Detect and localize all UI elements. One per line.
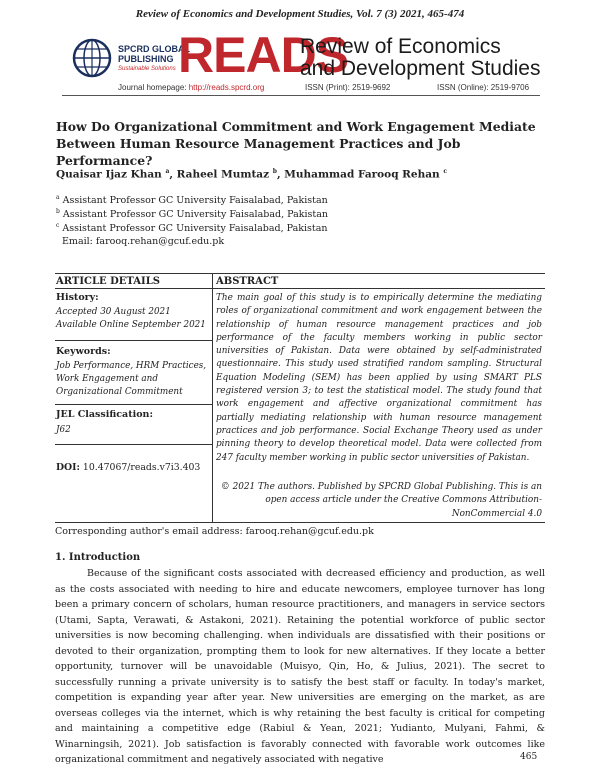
- introduction-body: [55, 566, 545, 768]
- keywords-line: Work Engagement and: [56, 374, 158, 384]
- copyright-line: open access article under the Creative Commons Attribution-: [265, 495, 542, 506]
- reads-logo: READS: [178, 27, 349, 83]
- section-divider: [55, 404, 212, 405]
- abstract-text: The main goal of this study is to empirically determine the mediating roles of organizational commitment and work engagement between the relationship of human resource management practices and job performance of the faculty members working in public sector universities of Pakistan. Data were obtained by self-administrated questionnaire. This study used stratified random sampling. Structural Equation Modeling (SEM) has been applied by using SMART PLS registered version 3; to test the statistical model. The study found that work engagement and affective organizational commitment has partially mediating relationship with human resource management practices and job performance. Social Exchange Theory used as under pinning theory to develop theoretical model. Data were collected from 247 faculty member working in public sector universities of Pakistan.: [216, 293, 542, 463]
- author-list: Quaisar Ijaz Khan $^a$, Raheel Mumtaz $^b$, Muhammad Farooq Rehan $^c$: [56, 168, 447, 181]
- abstract-heading: ABSTRACT: [216, 276, 279, 287]
- author-name: Quaisar Ijaz Khan: [56, 168, 162, 181]
- jel-label: JEL Classification:: [56, 409, 153, 420]
- author-sup: b: [272, 168, 277, 175]
- issn-online: ISSN (Online): 2519-9706: [437, 83, 530, 92]
- homepage-label: Journal homepage:: [118, 83, 187, 92]
- section-divider: [55, 444, 212, 445]
- publisher-name-line2: PUBLISHING: [118, 54, 174, 64]
- publisher-tagline: Sustainable Solutions: [118, 66, 176, 72]
- copyright-line: NonCommercial 4.0: [451, 508, 542, 519]
- author-name: Muhammad Farooq Rehan: [284, 168, 440, 181]
- journal-homepage: [118, 83, 264, 92]
- journal-name-line1: Review of Economics: [300, 35, 501, 58]
- affiliation-text: Assistant Professor GC University Faisalabad, Pakistan: [62, 209, 329, 221]
- affiliation: [56, 194, 328, 206]
- globe-logo-icon: [72, 38, 112, 78]
- table-top-rule: [55, 273, 545, 274]
- paper-title: How Do Organizational Commitment and Work Engagement Mediate Between Human Resource Management Practices and Job Performance?: [56, 119, 536, 168]
- homepage-link[interactable]: http://reads.spcrd.org: [188, 83, 265, 92]
- header-divider: [62, 95, 540, 96]
- affiliation-sup: b: [56, 208, 60, 215]
- author-name: Raheel Mumtaz: [176, 168, 270, 181]
- author-sup: a: [165, 168, 170, 175]
- affiliation-sup: a: [56, 194, 60, 201]
- section-heading: 1. Introduction: [55, 552, 141, 563]
- copyright-notice: [216, 481, 542, 521]
- history-label: History:: [56, 292, 99, 303]
- corresponding-author: Corresponding author's email address: farooq.rehan@gcuf.edu.pk: [55, 526, 374, 537]
- author-sup: c: [443, 168, 447, 175]
- doi-line: [56, 462, 200, 473]
- affiliation: [56, 208, 328, 220]
- table-bottom-rule: [55, 522, 545, 523]
- jel-value: J62: [56, 425, 71, 435]
- journal-name-line2: and Development Studies: [300, 57, 541, 80]
- journal-citation: Review of Economics and Development Studies, Vol. 7 (3) 2021, 465-474: [135, 8, 465, 20]
- doi-value[interactable]: 10.47067/reads.v7i3.403: [82, 462, 201, 473]
- article-details-heading: ARTICLE DETAILS: [56, 276, 160, 287]
- table-header-rule: [55, 288, 545, 289]
- issn-print: ISSN (Print): 2519-9692: [305, 83, 391, 92]
- section-divider: [55, 340, 212, 341]
- available-date: Available Online September 2021: [56, 320, 206, 330]
- introduction-paragraph: Because of the significant costs associated with decreased efficiency and production, as well as the costs associated with needing to hire and educate newcomers, employee turnover has long been a primary concern of scholars, human resource practitioners, and managers in service sectors (Utami, Sapta, Verawati, & Astakoni, 2021). Retaining the potential workforce of public sector universities is now becoming challenging. when individuals are dissatisfied with their positions or devoted to their organization, prompting them to look for new alternatives. If they locate a better opportunity, turnover will be unavoidable (Muisyo, Qin, Ho, & Julius, 2021). The secret to successfully running a private university is to satisfy the best staff or faculty. In today's market, competition is expanding year after year. New universities are emerging on the market, as are overseas colleges via the internet, which is why retaining the best faculty is critical for competing and maintaining a competitive edge (Rabiul & Yean, 2021; Yudianto, Mulyani, Fahmi, & Winarningsih, 2021). Job satisfaction is favorably connected with favorable work outcomes like organizational commitment and negatively associated with negative: [55, 568, 545, 765]
- author-email: Email: farooq.rehan@gcuf.edu.pk: [62, 236, 225, 247]
- affiliation-text: Assistant Professor GC University Faisalabad, Pakistan: [62, 223, 328, 235]
- affiliation-text: Assistant Professor GC University Faisalabad, Pakistan: [62, 195, 328, 207]
- keywords-line: Job Performance, HRM Practices,: [56, 361, 207, 371]
- keywords-line: Organizational Commitment: [56, 387, 183, 397]
- affiliation-sup: c: [56, 222, 60, 229]
- page-number: 465: [520, 752, 538, 762]
- keywords-label: Keywords:: [56, 346, 111, 357]
- affiliation: [56, 222, 328, 234]
- table-column-divider: [212, 273, 213, 522]
- accepted-date: Accepted 30 August 2021: [56, 307, 171, 317]
- doi-label: DOI:: [56, 462, 80, 473]
- publisher-name-line1: SPCRD GLOBAL: [118, 44, 190, 54]
- copyright-line: © 2021 The authors. Published by SPCRD Global Publishing. This is an: [220, 482, 542, 492]
